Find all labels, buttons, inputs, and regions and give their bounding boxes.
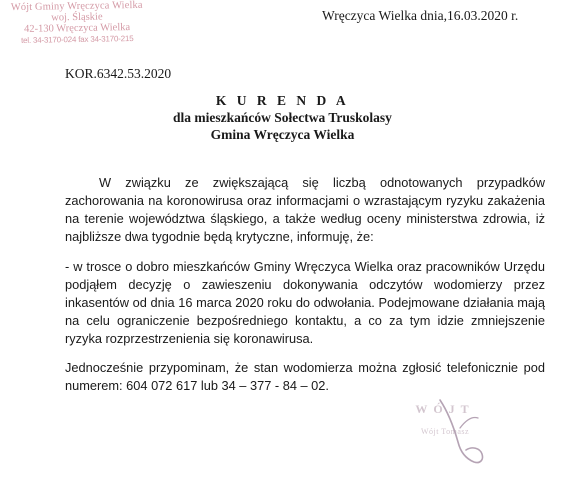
signature-stroke-main [440, 400, 483, 463]
body-paragraph-2: - w trosce o dobro mieszkańców Gminy Wręczyca Wielka oraz pracowników Urzędu podjąłem decyzję o zawieszeniu dokonywania odczytów wodomierzy przez inkasentów od dnia 16 marca 2020 roku do odwołania. Podejmowane działania mają na celu ograniczenie bezpośredniego kontaktu, a co za tym idzie zmniejszenie ryzyka rozprzestrzenienia się koronawirusa. [65, 259, 545, 346]
seal-name: Wójt Tomasz [420, 427, 470, 436]
stamp-line-address: 42-130 Wręczyca Wielka [23, 22, 131, 35]
document-subtitle: dla mieszkańców Sołectwa Truskolasy [173, 110, 392, 125]
document-title: K U R E N D A [215, 93, 350, 108]
handwritten-signature [420, 398, 490, 468]
body-paragraph-3: Jednocześnie przypominam, że stan wodomierza można zgłosić telefonicznie pod numerem: 604 072 617 lub 34 – 377 - 84 – 02. [65, 360, 545, 393]
seal-title: WÓJT [415, 402, 475, 416]
body-paragraph-1: W związku ze zwiększającą się liczbą odnotowanych przypadków zachorowania na koronowirusa oraz informacjami o wzrastającym ryzyku zakażenia na terenie województwa śląskiego, a także według oceny ministerstwa zdrowia, iż najbliższe dwa tygodnie będą krytyczne, informuję, że: [65, 175, 545, 244]
signature-stroke-tail [460, 417, 478, 428]
stamp-line-region: woj. Śląskie [51, 11, 103, 24]
office-stamp [2, 0, 153, 46]
reference-number: KOR.6342.53.2020 [65, 66, 172, 81]
title-block [0, 92, 565, 143]
stamp-line-office: Wójt Gminy Wręczyca Wielka [10, 0, 143, 14]
stamp-line-phone: tel. 34-3170-024 fax 34-3170-215 [21, 34, 134, 45]
document-municipality: Gmina Wręczyca Wielka [210, 127, 355, 142]
date-line: Wręczyca Wielka dnia,16.03.2020 r. [322, 8, 519, 23]
